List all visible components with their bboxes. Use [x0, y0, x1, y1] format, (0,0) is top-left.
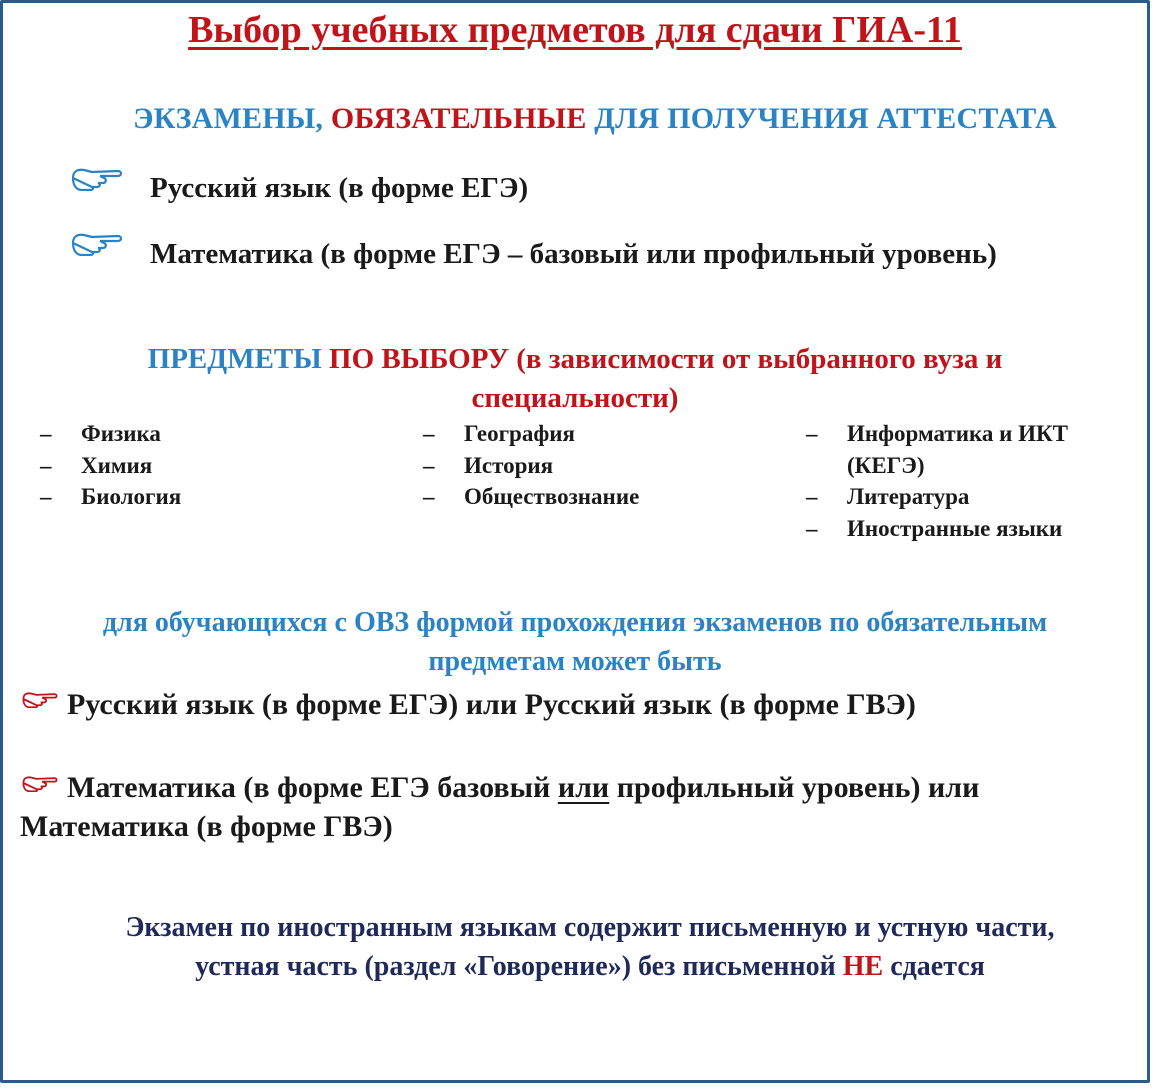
choice-heading — [0, 340, 1150, 418]
dash: – — [806, 484, 818, 509]
choice-heading-emphasis: ПО ВЫБОРУ — [329, 343, 510, 375]
subject-label: Информатика и ИКТ (КЕГЭ) — [847, 421, 1069, 478]
mandatory-heading-part1: ЭКЗАМЕНЫ, — [133, 102, 331, 135]
choice-heading-part1: ПРЕДМЕТЫ — [147, 343, 330, 375]
mandatory-heading-emphasis: ОБЯЗАТЕЛЬНЫЕ — [330, 102, 587, 135]
list-item — [40, 418, 181, 450]
choice-column-3 — [806, 418, 1106, 544]
choice-column-1 — [40, 418, 181, 513]
list-item — [423, 418, 639, 450]
mandatory-heading — [0, 102, 1156, 136]
dash: – — [423, 421, 435, 446]
choice-column-2 — [423, 418, 639, 513]
mandatory-item-math: Математика (в форме ЕГЭ – базовый или профильный уровень) — [150, 238, 997, 270]
dash: – — [423, 452, 435, 478]
dash: – — [40, 484, 52, 509]
list-item — [423, 481, 639, 513]
ovz-math-part2: профильный уровень) или — [609, 771, 980, 804]
footer-note — [0, 908, 1156, 986]
footer-line2-part1: устная часть (раздел «Говорение») без письменной — [195, 951, 843, 982]
dash: – — [806, 421, 818, 446]
mandatory-heading-part3: ДЛЯ ПОЛУЧЕНИЯ АТТЕСТАТА — [586, 102, 1057, 135]
dash: – — [40, 452, 52, 478]
list-item — [40, 450, 181, 482]
list-item — [806, 513, 1106, 545]
ovz-heading-line1: для обучающихся с ОВЗ формой прохождения экзаменов по обязательным — [102, 607, 1048, 638]
choice-heading-part3: (в зависимости от выбранного вуза и — [509, 343, 1003, 375]
footer-line2 — [0, 947, 1156, 986]
mandatory-item-russian: Русский язык (в форме ЕГЭ) — [150, 172, 529, 204]
ovz-math-line2: Математика (в форме ГВЭ) — [20, 810, 393, 843]
pointing-hand-icon — [20, 690, 60, 708]
list-item — [806, 418, 1106, 481]
choice-heading-line2: специальности) — [471, 382, 679, 414]
pointing-hand-icon — [70, 230, 124, 256]
subject-label: Химия — [81, 452, 153, 478]
footer-emphasis-ne: НЕ — [842, 951, 884, 982]
pointing-hand-icon — [20, 774, 60, 792]
subject-label: История — [464, 452, 554, 478]
pointing-hand-icon — [70, 165, 124, 191]
subject-label: География — [464, 421, 575, 446]
list-item — [40, 481, 181, 513]
ovz-heading-line2: предметам может быть — [428, 646, 722, 677]
list-item — [423, 450, 639, 482]
ovz-item-math — [67, 768, 979, 807]
footer-line2-part2: сдается — [883, 951, 985, 982]
dash: – — [806, 515, 818, 541]
ovz-math-part1: Математика (в форме ЕГЭ базовый — [67, 771, 558, 804]
ovz-math-or-underlined: или — [557, 771, 610, 804]
subject-label: Физика — [81, 421, 161, 446]
list-item — [806, 481, 1106, 513]
dash: – — [40, 421, 52, 446]
footer-line1: Экзамен по иностранным языкам содержит письменную и устную части, — [125, 912, 1055, 943]
ovz-item-russian: Русский язык (в форме ЕГЭ) или Русский язык (в форме ГВЭ) — [67, 688, 916, 721]
page-title: Выбор учебных предметов для сдачи ГИА-11 — [188, 9, 962, 51]
ovz-heading — [0, 603, 1150, 681]
dash: – — [423, 484, 435, 509]
subject-label: Литература — [847, 484, 970, 509]
subject-label: Иностранные языки — [847, 515, 1063, 541]
subject-label: Биология — [81, 484, 182, 509]
subject-label: Обществознание — [464, 484, 640, 509]
